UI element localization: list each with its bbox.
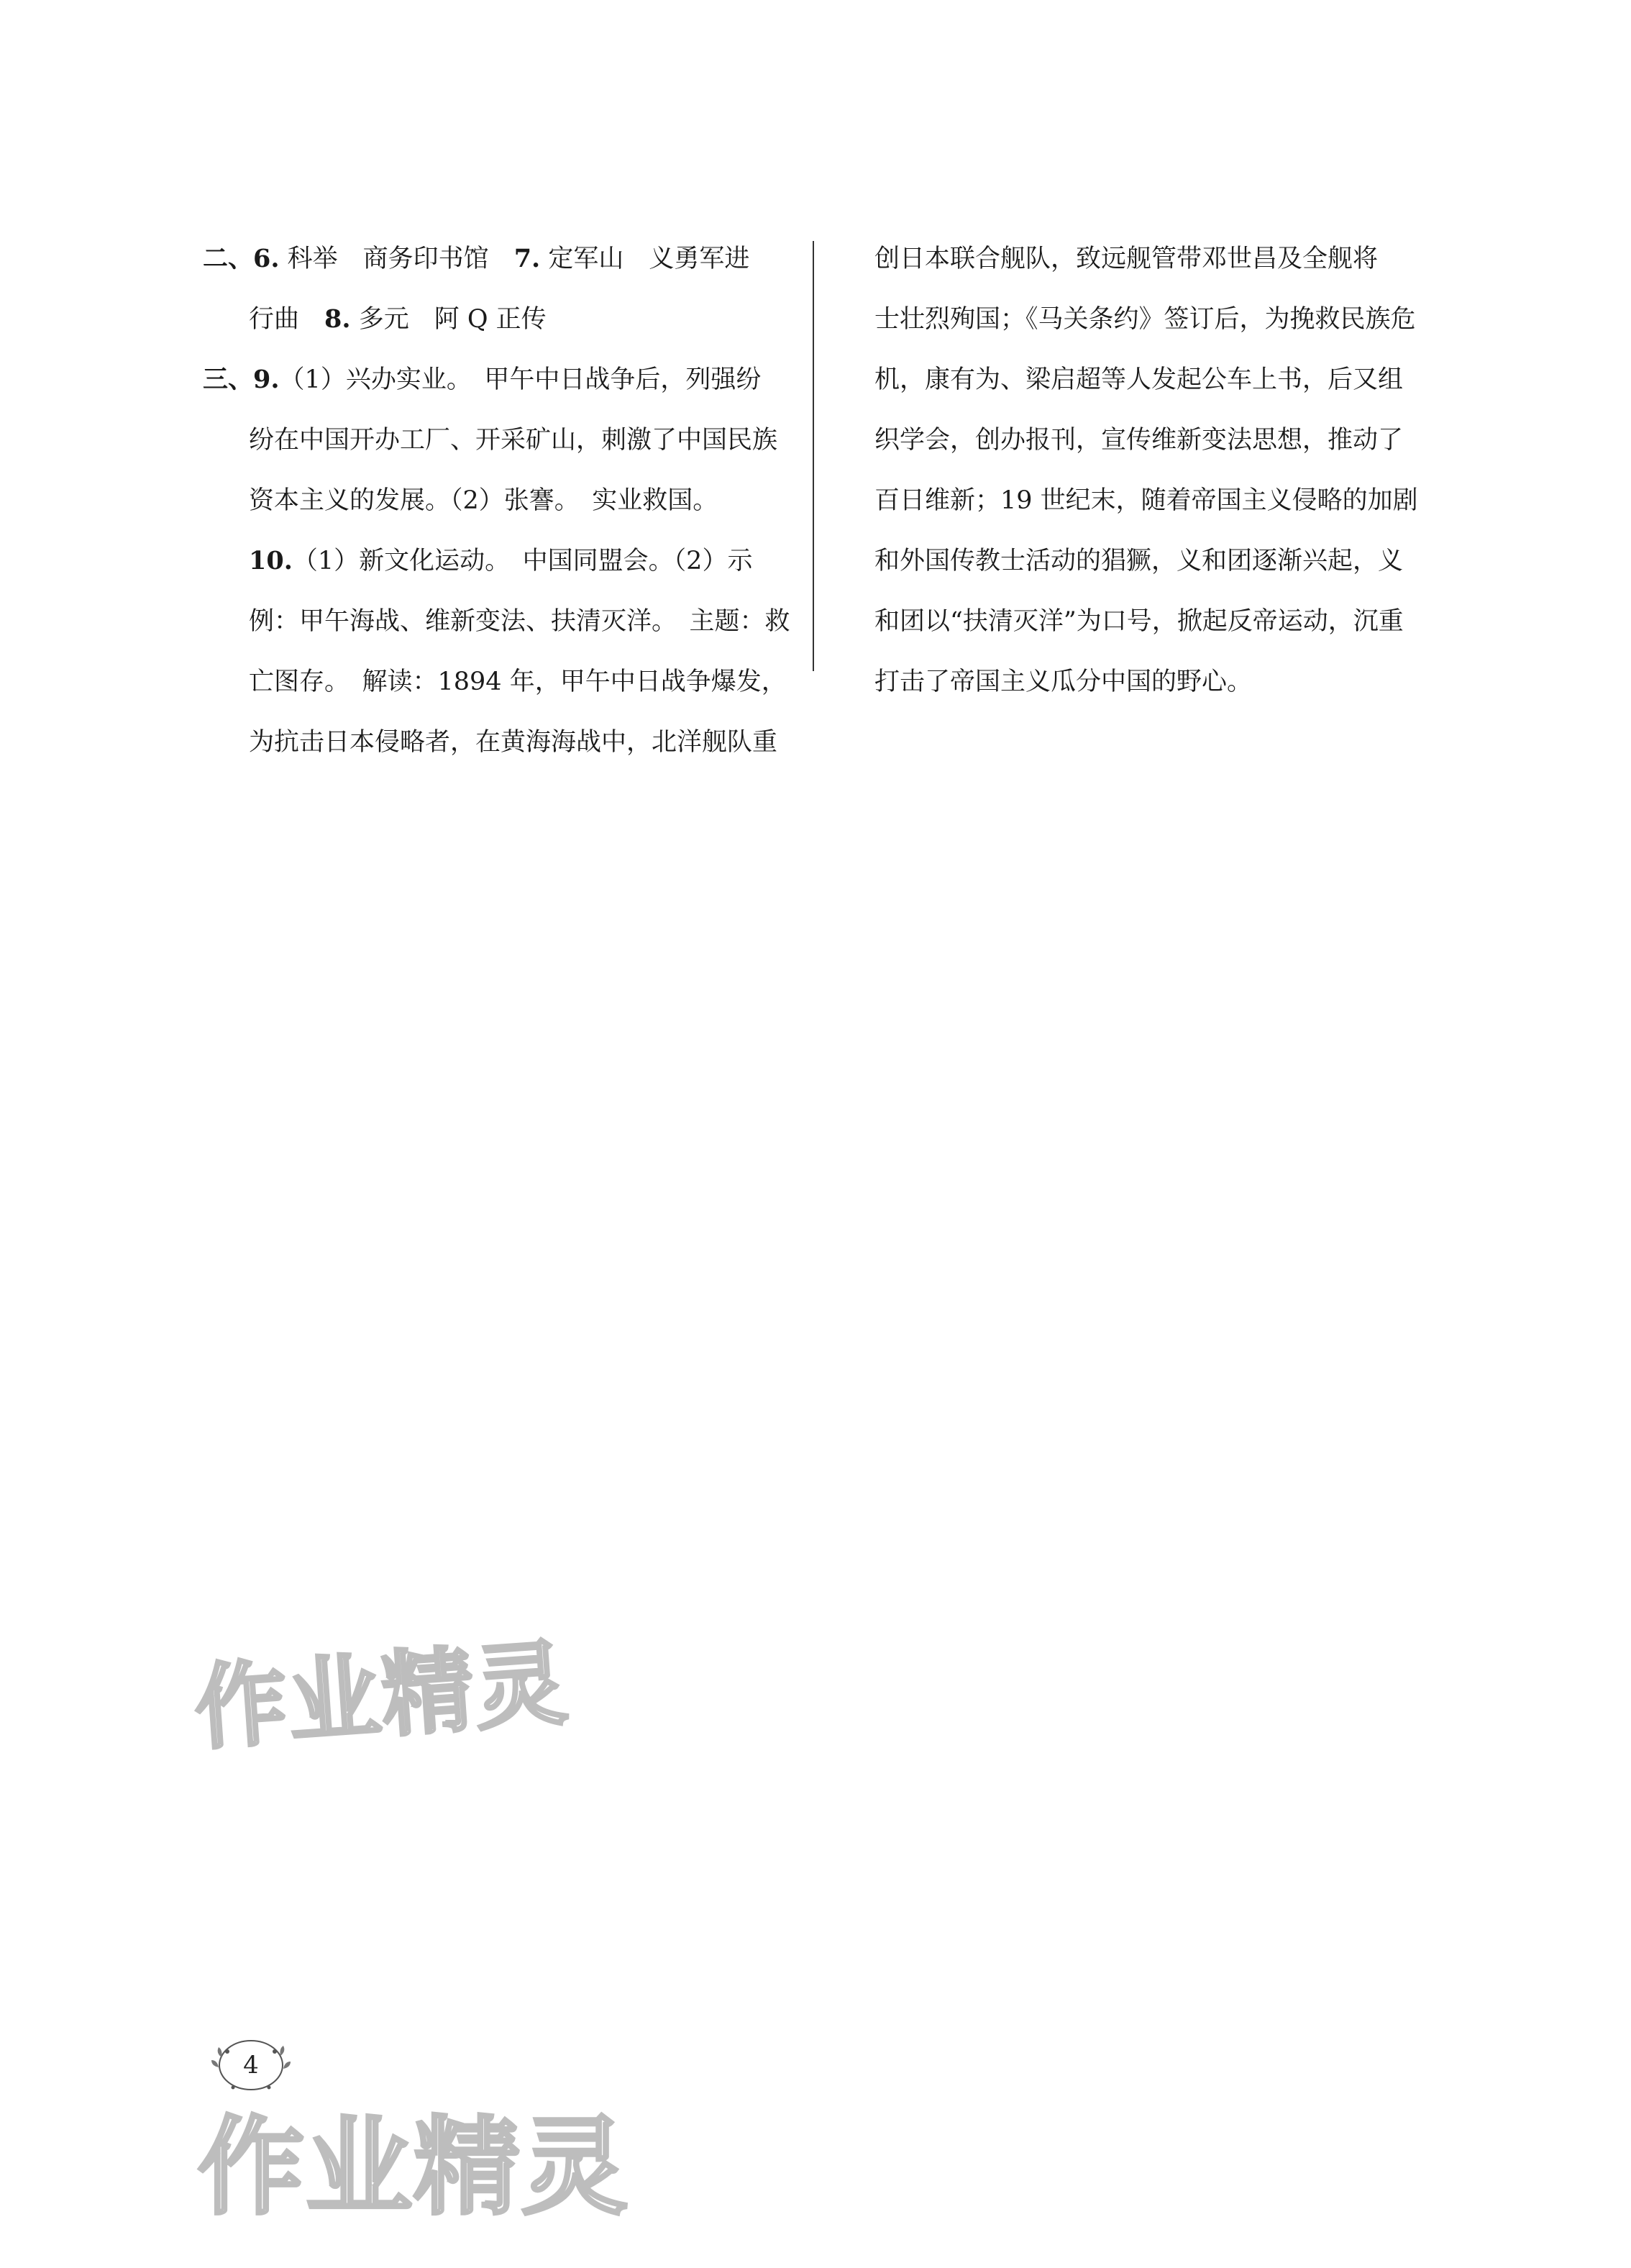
answer-line: [203, 470, 807, 531]
answer-text: 多元 阿 Q 正传: [350, 305, 547, 334]
question-label: 10.: [249, 546, 293, 575]
answer-line: [203, 410, 807, 470]
answer-column-left: [203, 229, 807, 773]
answer-line: 士壮烈殉国；《马关条约》签订后，为挽救民族危: [874, 305, 1416, 334]
answer-text: 例：甲午海战、维新变法、扶清灭洋。 主题：救: [249, 607, 790, 636]
answer-line: [203, 289, 807, 350]
answer-line: 和外国传教士活动的猖獗，义和团逐渐兴起，义: [874, 547, 1404, 575]
answer-text: 纷在中国开办工厂、开采矿山，刺激了中国民族: [249, 426, 778, 455]
answer-line: [203, 591, 807, 652]
page-number: 4: [243, 2051, 259, 2080]
answer-text: 科举 商务印书馆: [279, 245, 514, 273]
answer-line: [203, 652, 807, 712]
answer-line: 和团以“扶清灭洋”为口号，掀起反帝运动，沉重: [874, 607, 1404, 636]
answer-line: [203, 712, 807, 773]
answer-text: 定军山 义勇军进: [540, 245, 750, 273]
answer-line: 创日本联合舰队，致远舰管带邓世昌及全舰将: [874, 245, 1379, 273]
column-divider: [813, 241, 814, 671]
answer-column-right: [874, 229, 1435, 712]
watermark-logo: 作业精灵: [198, 2105, 629, 2229]
watermark-logo: 作业精灵: [191, 1630, 572, 1763]
answer-line: [203, 531, 807, 591]
answer-line: [203, 350, 807, 410]
answer-line: [203, 229, 807, 289]
answer-line: 机，康有为、梁启超等人发起公车上书，后又组: [874, 365, 1404, 394]
answer-text: （1）新文化运动。 中国同盟会。（2）示: [292, 547, 753, 575]
answer-text: 资本主义的发展。（2）张謇。 实业救国。: [249, 486, 718, 515]
answer-text: 亡图存。 解读：1894 年，甲午中日战争爆发，: [249, 668, 787, 696]
answer-line: 打击了帝国主义瓜分中国的野心。: [874, 668, 1253, 696]
answer-text: 为抗击日本侵略者，在黄海海战中，北洋舰队重: [249, 728, 778, 757]
question-label: 8.: [324, 304, 351, 334]
question-label: 二、6.: [203, 244, 280, 273]
question-label: 三、9.: [203, 365, 280, 394]
question-label: 7.: [513, 244, 541, 273]
answer-text: （1）兴办实业。 甲午中日战争后，列强纷: [279, 365, 762, 394]
answer-text: 行曲: [249, 305, 325, 334]
answer-line: 织学会，创办报刊，宣传维新变法思想，推动了: [874, 426, 1404, 455]
answer-line: 百日维新；19 世纪末，随着帝国主义侵略的加剧: [874, 486, 1418, 515]
